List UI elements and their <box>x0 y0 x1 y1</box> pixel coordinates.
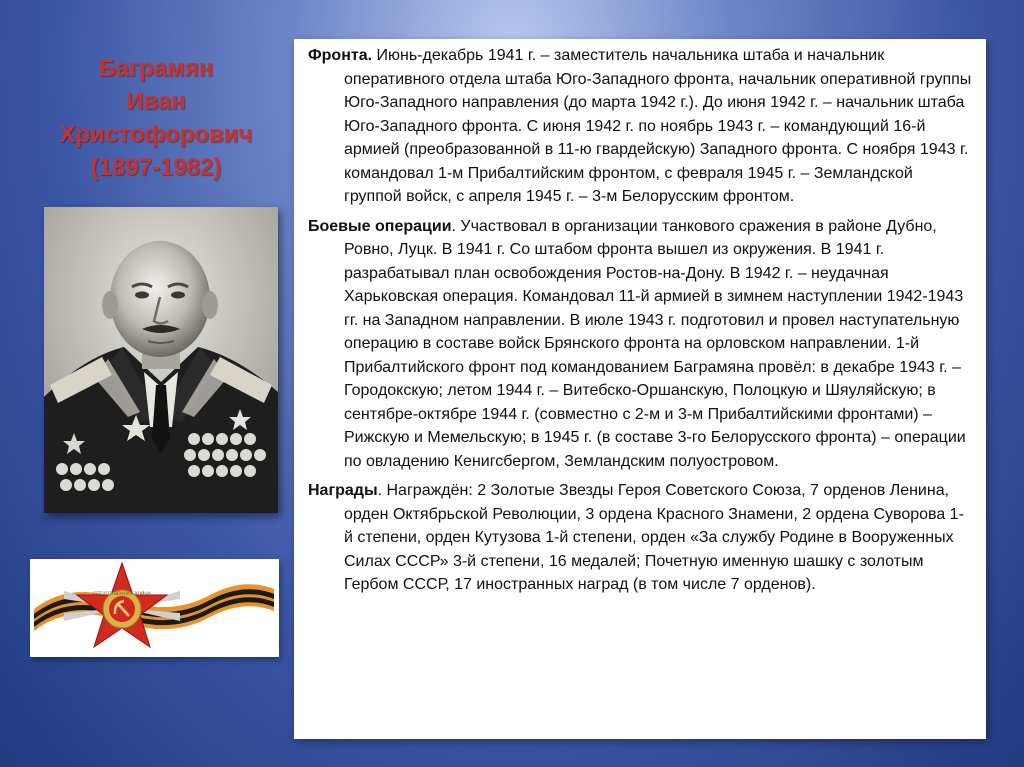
emblem-ring-text: ОТЕЧЕСТВЕННАЯ ВОЙНА <box>93 592 151 597</box>
portrait-photo-icon <box>44 207 278 513</box>
paragraph-combat-operations <box>308 215 972 474</box>
title-first-name: Иван <box>126 88 186 115</box>
paragraph-awards <box>308 479 972 597</box>
biography-text-panel <box>294 39 986 739</box>
paragraph-body: . Участвовал в организации танкового сражения в районе Дубно, Ровно, Луцк. В 1941 г. Со штабом фронта вышел из окружения. В 1941 г. разрабатывал план освобождения Ростов-на-Дону. В 1942 г. – неудачная Харьковская операция. Командовал 11-й армией в зимнем наступлении 1942-1943 гг. на Западном направлении. В июле 1943 г. подготовил и провел наступательную операцию в составе войск Брянского фронта на орловском направлении. 1-й Прибалтийского фронт под командованием Баграмяна провёл: в декабре 1943 г. – Городокскую; летом 1944 г. – Витебско-Оршанскую, Полоцкую и Шяуляйскую; в сентябре-октябре 1944 г. (совместно с 2-м и 3-м Прибалтийскими фронтами) – Рижскую и Мемельскую; в 1945 г. (в составе 3-го Белорусского фронта) – операции по овладению Кенигсбергом, Земландским полуостровом. <box>344 217 966 470</box>
portrait-photo <box>44 207 278 513</box>
paragraph-body: . Награждён: 2 Золотые Звезды Героя Советского Союза, 7 орденов Ленина, орден Октябрьской Революции, 3 ордена Красного Знамени, 2 ордена Суворова 1-й степени, орден Кутузова 1-й степени, орден «За службу Родине в Вооруженных Силах СССР» 3-й степени, 16 медалей; Почетную именную шашку с золотым Гербом СССР, 17 иностранных наград (в том числе 7 орденов). <box>344 482 964 593</box>
title-surname: Баграмян <box>98 55 214 82</box>
person-name-title <box>40 52 272 184</box>
paragraph-fronts <box>308 44 972 209</box>
victory-emblem <box>30 559 279 657</box>
victory-ribbon-star-icon <box>30 559 279 657</box>
title-life-years: (1897-1982) <box>90 154 222 181</box>
paragraph-body: Июнь-декабрь 1941 г. – заместитель начальника штаба и начальник оперативного отдела штаба Юго-Западного фронта, начальник оперативной группы Юго-Западного направления (до марта 1942 г.). До июня 1942 г. – начальник штаба Юго-Западного фронта. С июня 1942 г. по ноябрь 1943 г. – командующий 16-й армией (преобразованной в 11-ю гвардейскую) Западного фронта. С ноября 1943 г. командовал 1-м Прибалтийским фронтом, с февраля 1945 г. – Земландской группой войск, с апреля 1945 г. – 3-м Белорусским фронтом. <box>344 47 972 205</box>
paragraph-heading: Боевые операции <box>308 217 452 235</box>
paragraph-heading: Фронта. <box>308 47 373 64</box>
paragraph-heading: Награды <box>308 482 378 499</box>
title-patronymic: Христофорович <box>59 121 253 148</box>
